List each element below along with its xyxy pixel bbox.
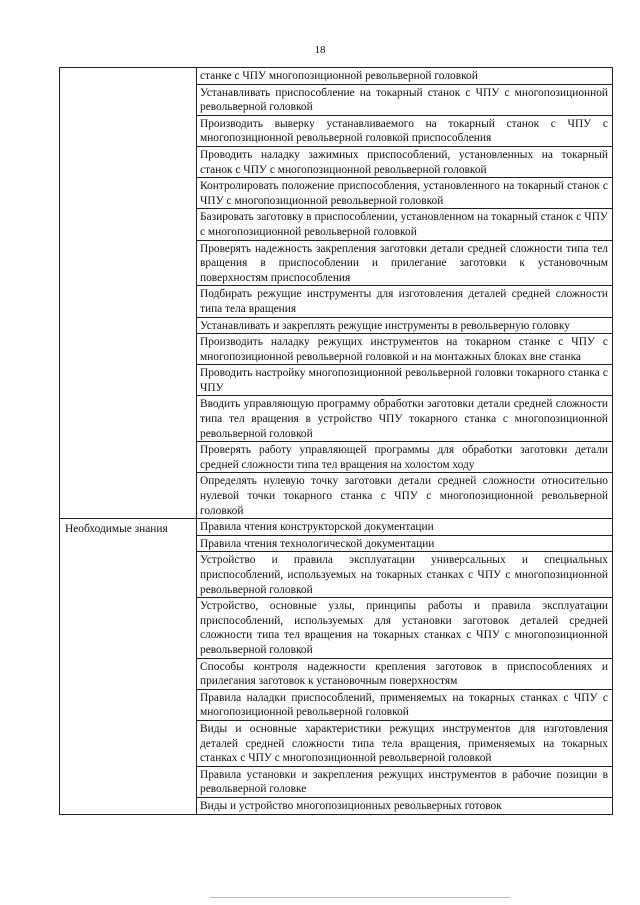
skills-label-cell (60, 68, 197, 519)
skill-item: Подбирать режущие инструменты для изготовления деталей средней сложности типа тела вращения (197, 286, 613, 317)
skill-item: Проверять работу управляющей программы для обработки заготовки детали средней сложности типа тел вращения на холостом ходу (197, 442, 613, 473)
requirements-table (59, 67, 613, 815)
knowledge-item: Правила наладки приспособлений, применяемых на токарных станках с ЧПУ с многопозиционной револьверной головкой (197, 689, 613, 720)
skill-item: Базировать заготовку в приспособлении, установленном на токарный станок с ЧПУ с многопозиционной револьверной головкой (197, 209, 613, 240)
skill-item: станке с ЧПУ многопозиционной револьверной головкой (197, 68, 613, 85)
knowledge-item: Способы контроля надежности крепления заготовок в приспособлениях и прилегания заготовок к установочным поверхностям (197, 658, 613, 689)
requirements-table-body (60, 68, 613, 815)
skill-row (60, 68, 613, 85)
skill-item: Проверять надежность закрепления заготовки детали средней сложности типа тел вращения в приспособлении и прилегание заготовки к установочным поверхностям приспособления (197, 240, 613, 286)
knowledge-row (60, 519, 613, 536)
skill-item: Контролировать положение приспособления, установленного на токарный станок с ЧПУ с многопозиционной револьверной головкой (197, 178, 613, 209)
skill-item: Определять нулевую точку заготовки детали средней сложности относительно нулевой точки токарного станка с ЧПУ с многопозиционной револьверной головкой (197, 473, 613, 519)
knowledge-item: Виды и устройство многопозиционных револьверных готовок (197, 797, 613, 814)
page-number: 18 (314, 44, 326, 56)
skill-item: Вводить управляющую программу обработки заготовки детали средней сложности типа тел вращения в устройство ЧПУ токарного станка с многопозиционной револьверной головкой (197, 396, 613, 442)
skill-item: Устанавливать и закреплять режущие инструменты в револьверную головку (197, 317, 613, 334)
knowledge-item: Правила чтения конструкторской документации (197, 519, 613, 536)
skill-item: Производить наладку режущих инструментов на токарном станке с ЧПУ с многопозиционной револьверной головкой и на монтажных блоках вне станка (197, 334, 613, 365)
knowledge-label: Необходимые знания (60, 519, 197, 814)
knowledge-item: Устройство, основные узлы, принципы работы и правила эксплуатации приспособлений, используемых для установки заготовок деталей средней сложности типа тел вращения на токарных станках с ЧПУ с многопозиционной револьверной головкой (197, 598, 613, 658)
knowledge-item: Правила чтения технологической документации (197, 535, 613, 552)
knowledge-item: Виды и основные характеристики режущих инструментов для изготовления деталей средней сложности типа тела вращения, применяемых на токарных станках с ЧПУ с многопозиционной револьверной головкой (197, 720, 613, 766)
knowledge-item: Правила установки и закрепления режущих инструментов в рабочие позиции в револьверной головке (197, 766, 613, 797)
skill-item: Проводить настройку многопозиционной револьверной головки токарного станка с ЧПУ (197, 365, 613, 396)
skill-item: Проводить наладку зажимных приспособлений, установленных на токарный станок с ЧПУ с многопозиционной револьверной головкой (197, 146, 613, 177)
skill-item: Устанавливать приспособление на токарный станок с ЧПУ с многопозиционной револьверной головкой (197, 84, 613, 115)
footer-line (210, 897, 510, 898)
knowledge-item: Устройство и правила эксплуатации универсальных и специальных приспособлений, используемых на токарных станках с ЧПУ с многопозиционной револьверной головкой (197, 552, 613, 598)
skill-item: Производить выверку устанавливаемого на токарный станок с ЧПУ с многопозиционной револьверной головкой приспособления (197, 115, 613, 146)
